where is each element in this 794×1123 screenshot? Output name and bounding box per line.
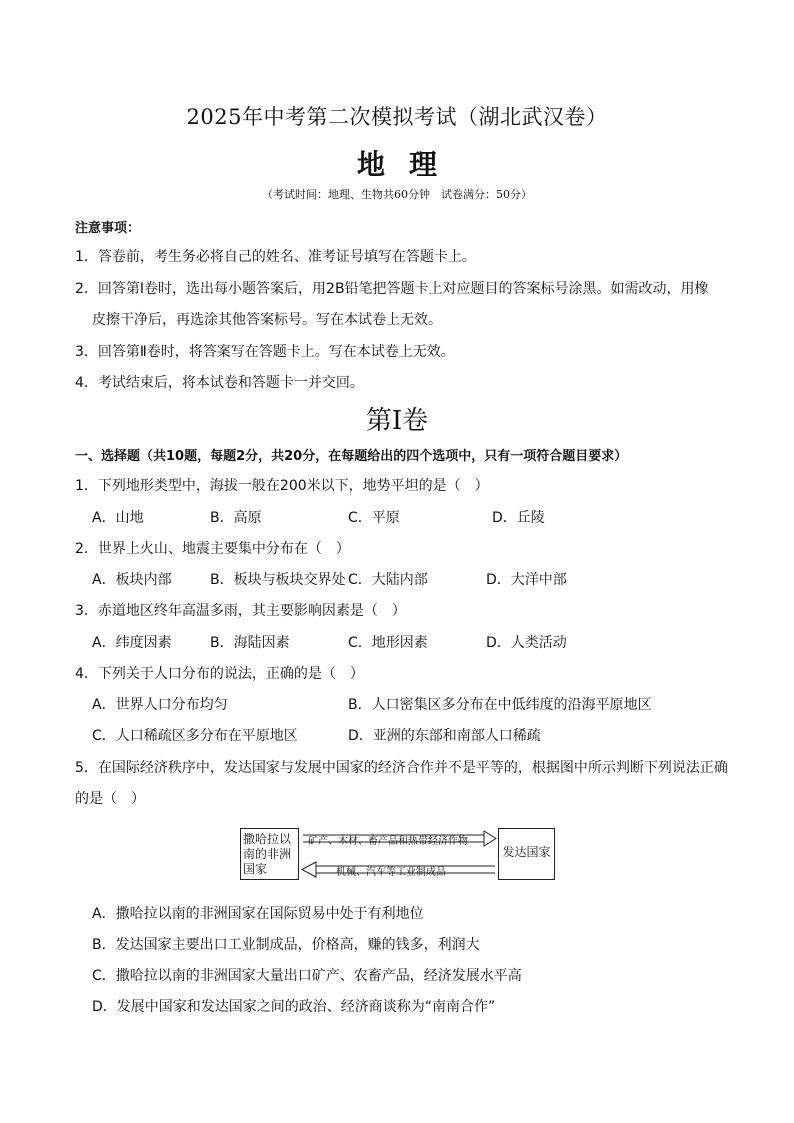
option-d: D．大洋中部 <box>486 572 567 588</box>
option-a: A．撒哈拉以南的非洲国家在国际贸易中处于有利地位 <box>92 906 424 922</box>
bottom-arrow-label: 机械、汽车等工业制成品 <box>336 867 446 878</box>
africa-box-line: 南的非洲 <box>243 847 292 861</box>
africa-box-line: 国家 <box>243 862 268 876</box>
developed-countries-box: 发达国家 <box>498 828 555 880</box>
option-c: C．大陆内部 <box>348 572 428 588</box>
question-stem: 4．下列关于人口分布的说法，正确的是（ ） <box>75 666 364 682</box>
note-item: 1．答卷前，考生务必将自己的姓名、准考证号填写在答题卡上。 <box>75 249 476 265</box>
part-title: 第Ⅰ卷 <box>365 406 429 436</box>
note-item: 3．回答第Ⅱ卷时，将答案写在答题卡上。写在本试卷上无效。 <box>75 344 455 360</box>
top-arrow-label: 矿产、木材、畜产品和热带经济作物 <box>308 836 468 847</box>
question-stem: 2．世界上火山、地震主要集中分布在（ ） <box>75 541 350 557</box>
option-c: C．人口稀疏区多分布在平原地区 <box>92 728 298 744</box>
option-a: A．山地 <box>92 510 144 526</box>
question-stem: 1．下列地形类型中，海拔一般在200米以下，地势平坦的是（ ） <box>75 478 489 494</box>
option-b: B．海陆因素 <box>210 635 290 651</box>
option-d: D．亚洲的东部和南部人口稀疏 <box>348 728 541 744</box>
option-b: B．板块与板块交界处 <box>210 572 346 588</box>
option-d: D．丘陵 <box>492 510 545 526</box>
trade-flow-diagram <box>240 828 555 880</box>
subject-title: 地理 <box>356 148 461 181</box>
option-b: B．人口密集区多分布在中低纬度的沿海平原地区 <box>348 697 652 713</box>
option-a: A．纬度因素 <box>92 635 172 651</box>
section-heading: 一、选择题（共10题，每题2分，共20分，在每题给出的四个选项中，只有一项符合题目要求） <box>75 449 628 464</box>
option-a: A．世界人口分布均匀 <box>92 697 228 713</box>
option-a: A．板块内部 <box>92 572 172 588</box>
option-c: C．地形因素 <box>348 635 428 651</box>
notes-heading: 注意事项： <box>75 221 141 236</box>
exam-info: （考试时间：地理、生物共60分钟 试卷满分：50分） <box>262 188 532 201</box>
note-item: 4．考试结束后，将本试卷和答题卡一并交回。 <box>75 375 364 391</box>
note-item: 2．回答第Ⅰ卷时，选出每小题答案后，用2B铅笔把答题卡上对应题目的答案标号涂黑。如需改动，用橡 <box>75 281 709 297</box>
option-d: D．人类活动 <box>486 635 567 651</box>
africa-box-line: 撒哈拉以 <box>243 832 292 846</box>
option-c: C．平原 <box>348 510 400 526</box>
option-d: D．发展中国家和发达国家之间的政治、经济商谈称为“南南合作” <box>92 999 496 1015</box>
exam-title: 2025年中考第二次模拟考试（湖北武汉卷） <box>186 105 608 129</box>
option-b: B．发达国家主要出口工业制成品，价格高，赚的钱多，利润大 <box>92 937 480 953</box>
question-stem: 5．在国际经济秩序中，发达国家与发展中国家的经济合作并不是平等的，根据图中所示判断下列说法正确 <box>75 760 728 776</box>
question-stem-continued: 的是（ ） <box>75 791 145 807</box>
question-stem: 3．赤道地区终年高温多雨，其主要影响因素是（ ） <box>75 603 406 619</box>
option-c: C．撒哈拉以南的非洲国家大量出口矿产、农畜产品，经济发展水平高 <box>92 968 522 984</box>
note-item-continued: 皮擦干净后，再选涂其他答案标号。写在本试卷上无效。 <box>92 312 442 328</box>
option-b: B．高原 <box>210 510 262 526</box>
